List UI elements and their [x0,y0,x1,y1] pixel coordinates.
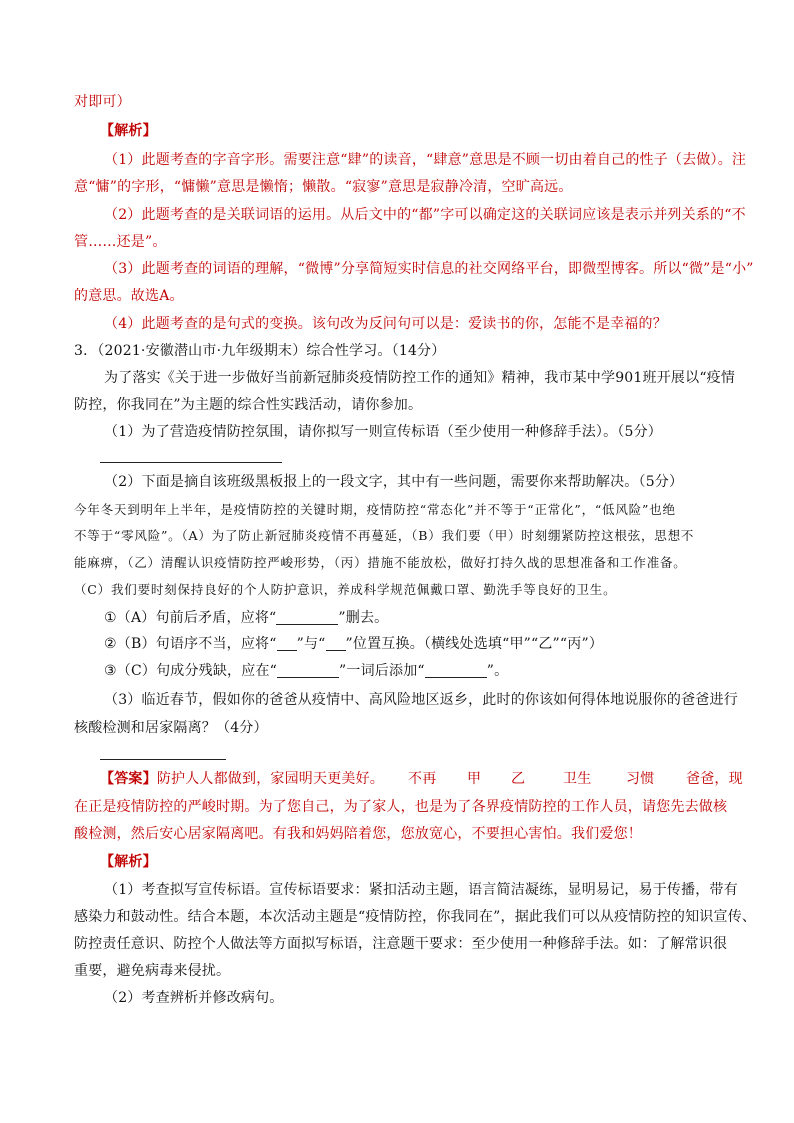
sub-question-text: ”位置互换。（横线处选填“甲”“乙”“丙”） [345,636,604,652]
question-text: 核酸检测和居家隔离？（4分） [74,720,268,736]
answer-word: 不再 [408,771,437,787]
analysis-text: 的意思。故选A。 [74,288,184,304]
analysis-text: 重要，避免病毒来侵扰。 [74,963,231,979]
fill-blank[interactable] [326,636,346,651]
fill-blank[interactable] [277,663,339,678]
sub-question-1 [104,608,754,628]
fill-blank[interactable] [277,636,297,651]
answer-word: 爸爸，现 [686,771,743,787]
analysis-text: （4）此题考查的是句式的变换。该句改为反问句可以是：爱读书的你，怎能不是幸福的？ [104,316,667,332]
analysis-text: （2）考查辨析并修改病句。 [104,990,284,1006]
answer-word: 乙 [511,771,526,787]
analysis-text: 感染力和鼓动性。结合本题，本次活动主题是“疫情防控，你我同在”，据此我们可以从疫情防控的知识宣传、 [74,909,757,925]
analysis-text: （3）此题考查的词语的理解，“微博”分享简短实时信息的社交网络平台，即微型博客。所以“微”是“小” [104,261,754,277]
analysis-text: 防控责任意识、防控个人做法等方面拟写标语，注意题干要求：至少使用一种修辞手法。如：了解常识很 [74,936,728,952]
analysis-text: （2）此题考查的是关联词语的运用。从后文中的“都”字可以确定这的关联词应该是表示并列关系的“不 [104,207,746,223]
sub-question-3 [104,661,754,681]
answer-text: 酸检测，然后安心居家隔离吧。有我和妈妈陪着您，您放宽心，不要担心害怕。我们爱您！ [74,826,642,842]
sub-question-text: ①（A）句前后矛盾，应将“ [104,610,277,626]
passage-text: 今年冬天到明年上半年，是疫情防控的关键时期，疫情防控“常态化”并不等于“正常化”，“低风险”也绝 [74,502,676,517]
analysis-text: （1）此题考查的字音字形。需要注意“肆”的读音，“肆意”意思是不顾一切由着自己的性子（去做）。注 [104,152,747,168]
text-line: 对即可） [74,94,131,110]
sub-question-text: ③（C）句成分残缺，应在“ [104,663,278,679]
answer-word: 习惯 [626,771,655,787]
question-text: 防控，你我同在”为主题的综合性实践活动，请你参加。 [74,397,423,413]
sub-question-text: ②（B）句语序不当，应将“ [104,636,277,652]
answer-line [100,759,226,760]
sub-question-text: ”与“ [296,636,326,652]
sub-question-text: ”删去。 [338,610,389,626]
question-text: 为了落实《关于进一步做好当前新冠肺炎疫情防控工作的通知》精神，我市某中学901班开展以“疫情 [104,370,736,386]
fill-blank[interactable] [276,610,338,625]
question-text: （2）下面是摘自该班级黑板报上的一段文字，其中有一些问题，需要你来帮助解决。（5分） [104,474,684,490]
fill-blank[interactable] [425,663,487,678]
answer-label: 【答案】 [100,771,157,787]
question-heading: 3．（2021·安徽潜山市·九年级期末）综合性学习。（14分） [74,343,446,359]
passage-text: 不等于“零风险”。（A）为了防止新冠肺炎疫情不再蔓延，（B）我们要（甲）时刻绷紧防控这根弦，思想不 [74,528,695,543]
answer-line [100,462,282,463]
question-text: （3）临近春节，假如你的爸爸从疫情中、高风险地区返乡，此时的你该如何得体地说服你的爸爸进行 [104,692,738,708]
passage-text: （C）我们要时刻保持良好的个人防护意识，养成科学规范佩戴口罩、勤洗手等良好的卫生。 [74,582,617,597]
analysis-text: 意“慵”的字形，“慵懒”意思是懒惰；懒散。“寂寥”意思是寂静冷清，空旷高远。 [74,179,573,195]
answer-text: 在正是疫情防控的严峻时期。为了您自己，为了家人，也是为了各界疫情防控的工作人员，请您先去做核 [74,799,728,815]
analysis-text: 管……还是”。 [74,234,167,250]
answer-word: 甲 [467,771,482,787]
analysis-label: 【解析】 [100,123,157,139]
analysis-text: （1）考查拟写宣传标语。宣传标语要求：紧扣活动主题，语言简洁凝练，显明易记，易于传播，带有 [104,882,738,898]
analysis-label: 【解析】 [100,854,157,870]
sub-question-text: ”一词后添加“ [339,663,425,679]
question-text: （1）为了营造疫情防控氛围，请你拟写一则宣传标语（至少使用一种修辞手法）。（5分） [104,424,663,440]
sub-question-2 [104,634,754,654]
passage-text: 能麻痹，（乙）清醒认识疫情防控严峻形势，（丙）措施不能放松，做好打持久战的思想准备和工作准备。 [74,555,687,570]
answer-word: 卫生 [563,771,592,787]
sub-question-text: ”。 [486,663,509,679]
answer-text: 防护人人都做到，家园明天更美好。 [156,771,385,787]
